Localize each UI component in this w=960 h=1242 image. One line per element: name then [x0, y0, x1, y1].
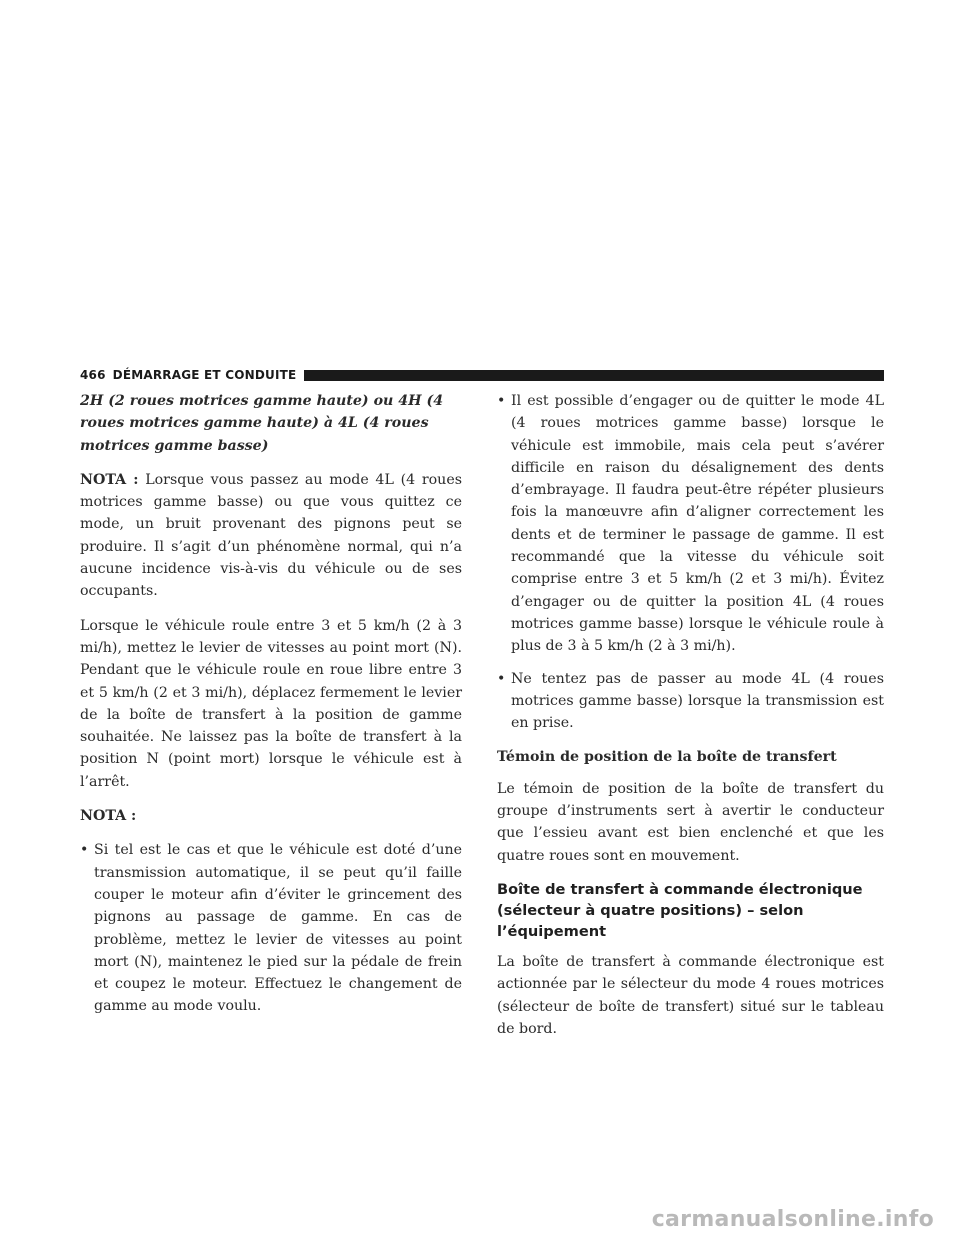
- body-paragraph: Lorsque le véhicule roule entre 3 et 5 km/h (2 à 3 mi/h), mettez le levier de vitesses au point mort (N). Pendant que le véhicule roule en roue libre entre 3 et 5 km/h (2 et 3 mi/h), déplacez fermement le levier de la boîte de transfert à la position de gamme souhaitée. Ne laissez pas la boîte de transfert à la position N (point mort) lorsque le véhicule est à l’arrêt.: [80, 617, 462, 790]
- temoin-heading: Témoin de position de la boîte de transfert: [497, 749, 837, 766]
- subsection-heading: 2H (2 roues motrices gamme haute) ou 4H (4 roues motrices gamme haute) à 4L (4 roues motrices gamme basse): [80, 393, 444, 454]
- nota-label: NOTA :: [80, 471, 139, 488]
- section-heading: Boîte de transfert à commande électronique (sélecteur à quatre positions) – selon l’équipement: [497, 880, 863, 940]
- bullet-icon: •: [80, 842, 89, 859]
- list-item: • Si tel est le cas et que le véhicule est doté d’une transmission automatique, il se peut qu’il faille couper le moteur afin d’éviter le grincement des pignons au passage de gamme. En cas de problème, mettez le levier de vitesses au point mort (N), maintenez le pied sur la pédale de frein et coupez le moteur. Effectuez le changement de gamme au mode voulu.: [80, 839, 462, 1017]
- nota-text: Lorsque vous passez au mode 4L (4 roues motrices gamme basse) ou que vous quittez ce mode, un bruit provenant des pignons peut se produire. Il s’agit d’un phénomène normal, qui n’a aucune incidence vis-à-vis du véhicule ou de ses occupants.: [80, 471, 462, 600]
- section-paragraph: La boîte de transfert à commande électronique est actionnée par le sélecteur du mode 4 roues motrices (sélecteur de boîte de transfert) situé sur le tableau de bord.: [497, 953, 884, 1037]
- nota-label-2: NOTA :: [80, 808, 137, 825]
- bullet-list-left: [80, 839, 462, 1017]
- right-column: [497, 390, 884, 1040]
- bullet-icon: •: [497, 670, 506, 687]
- page-number: 466: [80, 368, 106, 382]
- nota-paragraph: [80, 469, 462, 603]
- header-rule: [304, 370, 884, 381]
- page-header: [80, 366, 884, 384]
- section-title: DÉMARRAGE ET CONDUITE: [112, 368, 297, 382]
- left-column: [80, 390, 462, 1018]
- bullet-icon: •: [497, 393, 506, 409]
- list-item: • Ne tentez pas de passer au mode 4L (4 roues motrices gamme basse) lorsque la transmission est en prise.: [497, 668, 884, 735]
- list-item: • Il est possible d’engager ou de quitter le mode 4L (4 roues motrices gamme basse) lorsque le véhicule est immobile, mais cela peut s’avérer difficile en raison du désalignement des dents d’embrayage. Il faudra peut-être répéter plusieurs fois la manœuvre afin d’aligner correctement les dents et de terminer le passage de gamme. Il est recommandé que la vitesse du véhicule soit comprise entre 3 et 5 km/h (2 et 3 mi/h). Évitez d’engager ou de quitter la position 4L (4 roues motrices gamme basse) lorsque le véhicule roule à plus de 3 à 5 km/h (2 à 3 mi/h).: [497, 390, 884, 658]
- watermark: carmanualsonline.info: [651, 1207, 934, 1232]
- bullet-list-right: [497, 390, 884, 734]
- temoin-paragraph: Le témoin de position de la boîte de transfert du groupe d’instruments sert à avertir le conducteur que l’essieu avant est bien enclenché et que les quatre roues sont en mouvement.: [497, 780, 884, 864]
